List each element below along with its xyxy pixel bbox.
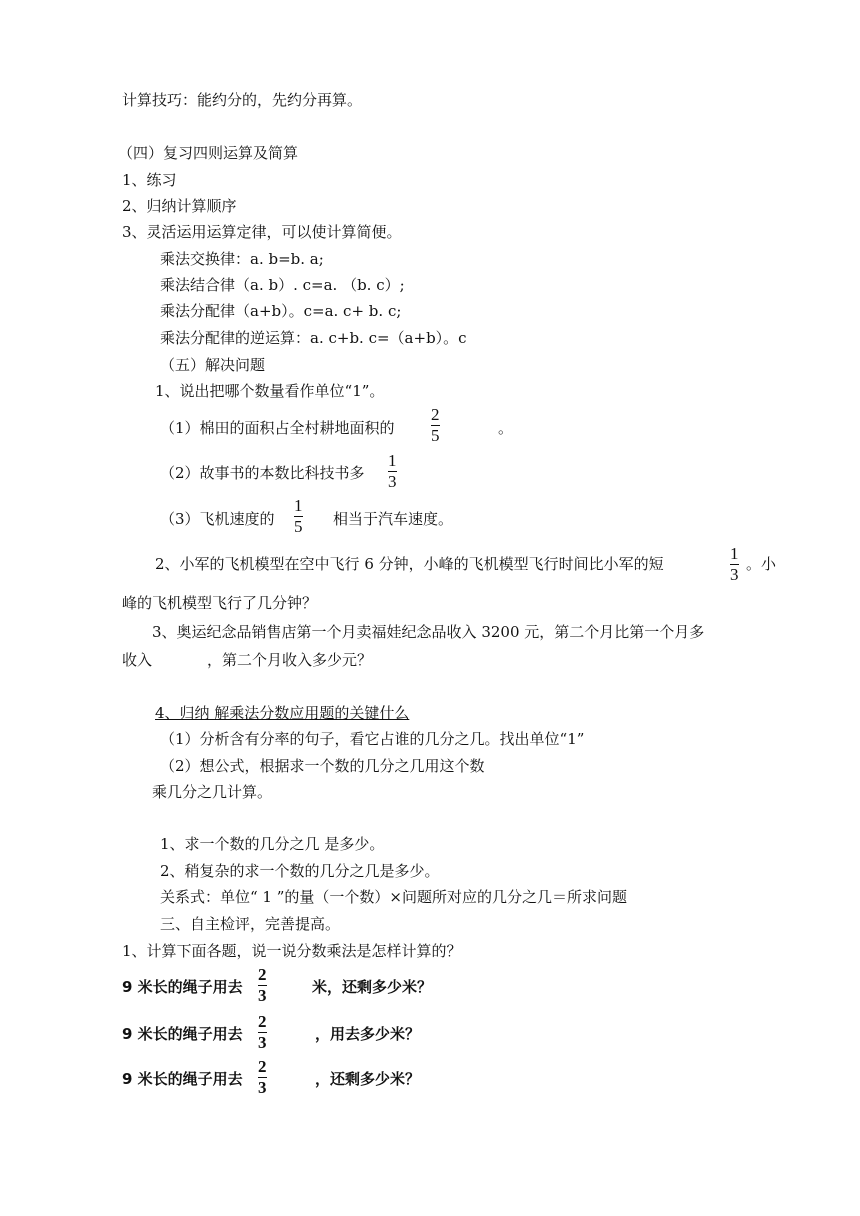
fraction-2-5: 2 5	[431, 405, 440, 445]
law-commutative: 乘法交换律：a. b=b. a;	[160, 250, 324, 268]
problem-3-income: 收入	[122, 651, 153, 669]
summary-step-2: （2）想公式，根据求一个数的几分之几用这个数	[160, 757, 485, 775]
problem-3-question: ，第二个月收入多少元？	[207, 651, 373, 669]
fraction-2-3-a: 2 3	[258, 965, 267, 1005]
summary-heading: 4、归纳 解乘法分数应用题的关键什么	[155, 704, 410, 722]
calc-tip: 计算技巧：能约分的，先约分再算。	[122, 91, 363, 109]
q2-text: （2）故事书的本数比科技书多	[160, 464, 365, 482]
item-practice: 1、练习	[122, 171, 177, 189]
q1-text: （1）棉田的面积占全村耕地面积的	[160, 419, 395, 437]
unit-one-question: 1、说出把哪个数量看作单位“1”。	[155, 382, 385, 400]
problem-2-end: 。小	[746, 555, 777, 573]
summary-step-1: （1）分析含有分率的句子，看它占谁的几分之几。找出单位“1”	[160, 730, 585, 748]
exercise-2-end: ，用去多少米？	[315, 1025, 421, 1043]
law-associative: 乘法结合律（a. b）. c=a. （b. c）;	[160, 276, 405, 294]
exercise-1-start: 9 米长的绳子用去	[122, 978, 243, 996]
problem-2-cont: 峰的飞机模型飞行了几分钟？	[122, 594, 318, 612]
item-order: 2、归纳计算顺序	[122, 197, 237, 215]
section-five-heading: （五）解决问题	[160, 356, 266, 374]
exercise-intro: 1、计算下面各题，说一说分数乘法是怎样计算的？	[122, 942, 462, 960]
fraction-1-3-a: 1 3	[388, 451, 397, 491]
q3-text: （3）飞机速度的	[160, 510, 275, 528]
q3-end: 相当于汽车速度。	[333, 510, 454, 528]
exercise-1-end: 米，还剩多少米？	[312, 978, 433, 996]
section-three-heading: 三、自主检评，完善提高。	[160, 915, 341, 933]
section-four-heading: （四）复习四则运算及简算	[118, 144, 299, 162]
exercise-2-start: 9 米长的绳子用去	[122, 1025, 243, 1043]
fraction-2-3-c: 2 3	[258, 1057, 267, 1097]
summary-step-2-cont: 乘几分之几计算。	[152, 783, 273, 801]
q1-end: 。	[498, 419, 514, 437]
law-distributive: 乘法分配律（a+b）。c=a. c+ b. c;	[160, 302, 402, 320]
fraction-1-3-b: 1 3	[730, 544, 739, 584]
problem-3-text: 3、奥运纪念品销售店第一个月卖福娃纪念品收入 3200 元，第二个月比第一个月多	[152, 623, 705, 641]
law-distributive-inverse: 乘法分配律的逆运算：a. c+b. c=（a+b）。c	[160, 329, 467, 347]
type-1: 1、求一个数的几分之几 是多少。	[160, 835, 385, 853]
type-2: 2、稍复杂的求一个数的几分之几是多少。	[160, 862, 440, 880]
problem-2-text: 2、小军的飞机模型在空中飞行 6 分钟，小峰的飞机模型飞行时间比小军的短	[155, 555, 664, 573]
item-laws: 3、灵活运用运算定律，可以使计算简便。	[122, 223, 402, 241]
fraction-1-5: 1 5	[294, 496, 303, 536]
fraction-2-3-b: 2 3	[258, 1012, 267, 1052]
relation-formula: 关系式：单位“ 1 ”的量（一个数）×问题所对应的几分之几＝所求问题	[160, 888, 627, 906]
exercise-3-end: ，还剩多少米？	[315, 1070, 421, 1088]
exercise-3-start: 9 米长的绳子用去	[122, 1070, 243, 1088]
